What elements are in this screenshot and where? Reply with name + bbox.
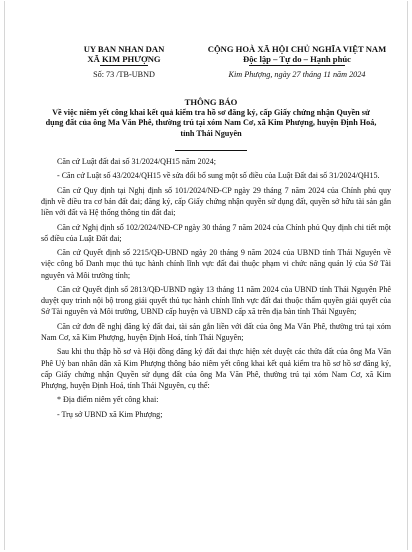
document-title: THÔNG BÁO (184, 97, 238, 107)
agency-name-line2: XÃ KIM PHƯỢNG (87, 54, 161, 64)
paragraph-legal-basis-3: Căn cứ Quy định tại Nghị định số 101/2024/NĐ-CP ngày 29 tháng 7 năm 2024 của Chính phủ quy định về điều tra cơ bản đất đai; đăng ký, cấp Giấy chứng nhận quyền sử dụng đất, quyền sở hữu tài sản gắn liền với đất và Hệ thống thông tin đất đai; (41, 185, 391, 218)
agency-name-line1: UY BAN NHAN DAN (83, 44, 165, 54)
issuing-agency-block (49, 44, 199, 80)
document-subject: Về việc niêm yết công khai kết quả kiểm tra hồ sơ đăng ký, cấp Giấy chứng nhận Quyền sử dụng đất của ông Ma Văn Phê, thường trú tại xóm Nam Cơ, xã Kim Phượng, huyện Định Hoá, tỉnh Thái Nguyên (45, 108, 377, 138)
paragraph-legal-basis-1: Căn cứ Luật đất đai số 31/2024/QH15 năm 2024; (57, 157, 217, 166)
paragraph-announcement: Sau khi thu thập hồ sơ và Hội đồng đăng ký đất đai thực hiện xét duyệt các thửa đất của ông Ma Văn Phê Uỷ ban nhân dân xã Kim Phượng thông báo niêm yết công khai kết quả kiểm tra hồ sơ hồ sơ đăng ký, cấp Giấy chứng nhận Quyền sử dụng đất của ông Ma Văn Phê, thường trú tại xóm Nam Cơ, xã Kim Phượng, huyện Định Hoá, tỉnh Thái Nguyên, cụ thể: (41, 347, 391, 390)
agency-underline (100, 65, 148, 66)
paragraph-legal-basis-2: - Căn cứ Luật số 43/2024/QH15 về sửa đổi bổ sung một số điều của Luật Đất đai số 31/2024/QH15. (57, 171, 380, 181)
motto-underline (249, 65, 345, 66)
national-header-block (199, 44, 395, 80)
national-motto: Độc lập – Tự do – Hạnh phúc (243, 54, 351, 64)
document-body (41, 156, 391, 423)
document-page (4, 1, 408, 550)
paragraph-application: Căn cứ đơn đề nghị đăng ký đất đai, tài sản gắn liền với đất của ông Ma Văn Phê, thường trú tại xóm Nam Cơ, xã Kim Phượng, huyện Định Hoá, tỉnh Thái Nguyên; (41, 321, 391, 342)
subject-underline (175, 150, 247, 151)
national-name: CỘNG HOÀ XÃ HỘI CHỦ NGHĨA VIỆT NAM (207, 44, 387, 54)
paragraph-legal-basis-4: Căn cứ Nghị định số 102/2024/NĐ-CP ngày 30 tháng 7 năm 2024 của Chính phủ Quy định chi tiết một số điều của Luật Đất đai; (41, 222, 391, 243)
place-and-date: Kim Phượng, ngày 27 tháng 11 năm 2024 (228, 70, 366, 79)
document-number: Số: 73 /TB-UBND (93, 70, 155, 79)
paragraph-posting-location-item: - Trụ sở UBND xã Kim Phượng; (57, 409, 163, 419)
paragraph-posting-location-heading: * Địa điểm niêm yết công khai: (57, 395, 159, 405)
paragraph-legal-basis-6: Căn cứ Quyết định số 2813/QĐ-UBND ngày 13 tháng 11 năm 2024 của UBND tỉnh Thái Nguyên Phê duyệt quy trình nội bộ trong giải quyết thủ tục hành chính lĩnh vực đất đai thuộc thẩm quyền giải quyết của Sở Tài nguyên và Môi trường, UBND cấp huyện và UBND cấp xã trên địa bàn tỉnh Thái Nguyên; (41, 284, 391, 317)
paragraph-legal-basis-5: Căn cứ Quyết định số 2215/QĐ-UBND ngày 20 tháng 9 năm 2024 của UBND tỉnh Thái Nguyên về việc công bố Danh mục thủ tục hành chính lĩnh vực đất đai thuộc phạm vi chức năng quản lý của Sở Tài nguyên và Môi trường tỉnh; (41, 248, 391, 280)
